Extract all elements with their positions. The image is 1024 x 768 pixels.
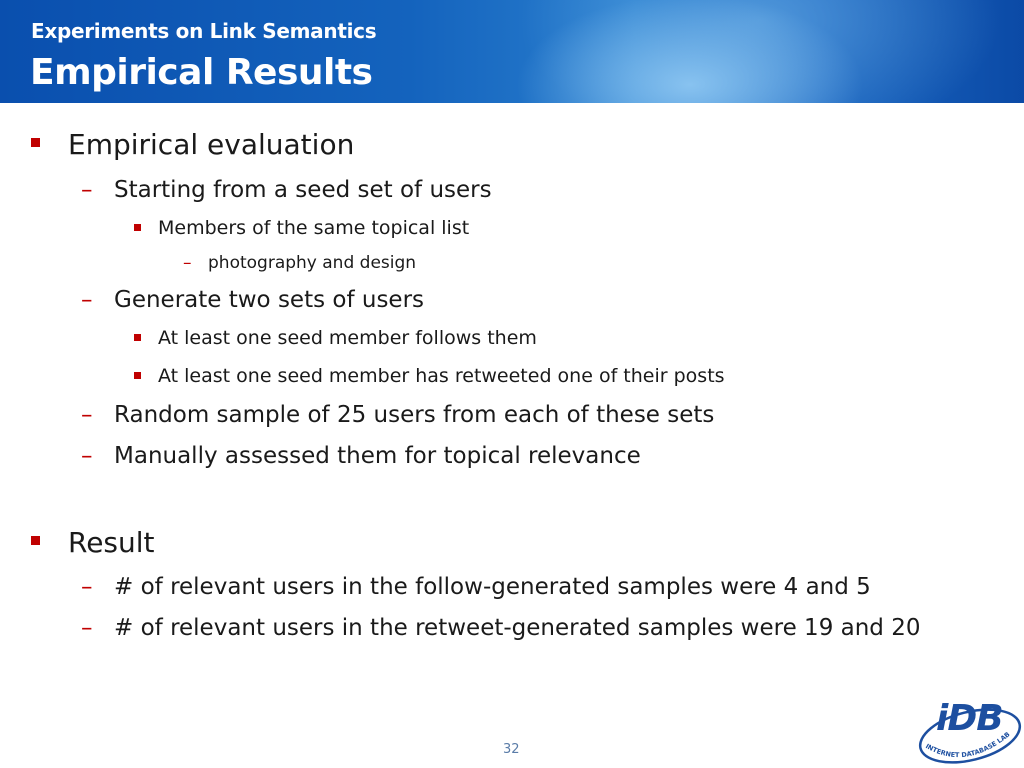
- dash-bullet-icon: –: [81, 177, 93, 203]
- dash-bullet-icon: –: [81, 402, 93, 428]
- bullet-item: [158, 327, 537, 349]
- dash-bullet-icon: –: [81, 574, 93, 600]
- square-bullet-icon: [134, 224, 141, 231]
- section-subtitle: Experiments on Link Semantics: [31, 19, 377, 43]
- logo-ring-text: INTERNET DATABASE LAB: [924, 730, 1012, 760]
- square-bullet-icon: [31, 536, 40, 545]
- page-number: 32: [503, 742, 520, 757]
- bullet-item: [68, 128, 354, 161]
- logo-wordmark: iDB: [936, 698, 1003, 739]
- bullet-item: [158, 365, 725, 387]
- bullet-text: Result: [68, 526, 155, 559]
- dash-bullet-icon: –: [81, 615, 93, 641]
- bullet-text: # of relevant users in the retweet-generated samples were 19 and 20: [114, 615, 921, 641]
- slide-title: Empirical Results: [30, 52, 373, 93]
- bullet-item: [183, 253, 417, 273]
- bullet-item: [81, 443, 641, 469]
- dash-bullet-icon: –: [183, 253, 192, 273]
- bullet-item: [158, 217, 469, 239]
- bullet-text: # of relevant users in the follow-generated samples were 4 and 5: [114, 574, 871, 600]
- bullet-item: [81, 574, 871, 600]
- bullet-text: Random sample of 25 users from each of these sets: [114, 402, 715, 428]
- dash-bullet-icon: –: [81, 287, 93, 313]
- bullet-text: At least one seed member follows them: [158, 327, 537, 349]
- bullet-text: At least one seed member has retweeted one of their posts: [158, 365, 725, 387]
- square-bullet-icon: [31, 138, 40, 147]
- bullet-item: [81, 615, 921, 641]
- square-bullet-icon: [134, 372, 141, 379]
- dash-bullet-icon: –: [81, 443, 93, 469]
- bullet-item: [81, 177, 492, 203]
- bullet-item: [81, 287, 425, 313]
- bullet-text: Starting from a seed set of users: [114, 177, 492, 203]
- bullet-text: photography and design: [208, 253, 417, 273]
- bullet-item: [81, 402, 715, 428]
- square-bullet-icon: [134, 334, 141, 341]
- bullet-text: Generate two sets of users: [114, 287, 425, 313]
- idb-logo: [910, 690, 1022, 764]
- bullet-text: Manually assessed them for topical relevance: [114, 443, 641, 469]
- bullet-item: [68, 526, 155, 559]
- bullet-text: Members of the same topical list: [158, 217, 470, 239]
- bullet-text: Empirical evaluation: [68, 128, 355, 161]
